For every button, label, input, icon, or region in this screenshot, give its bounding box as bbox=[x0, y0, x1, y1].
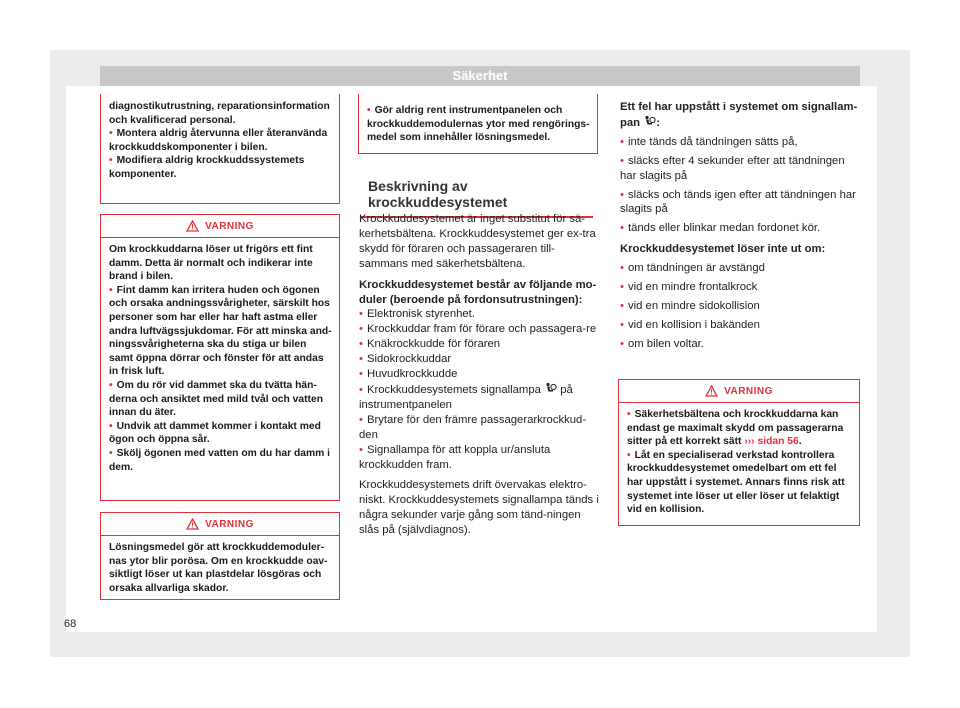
warning-bullet: • Skölj ögonen med vatten om du har damm i dem. bbox=[109, 447, 331, 473]
airbag-lamp-icon bbox=[643, 115, 656, 128]
warning-header bbox=[619, 380, 859, 403]
module-item: • Elektronisk styrenhet. bbox=[359, 308, 475, 321]
warning-bullet: • Säkerhetsbältena och krockkuddarna kan endast ge maximalt skydd om passagerarna sitter på ett korrekt sätt ››› sidan 56. bbox=[627, 409, 844, 448]
warning-bullet: • Undvik att dammet kommer i kontakt med ögon och öppna sår. bbox=[109, 420, 321, 446]
fault-item: • tänds eller blinkar medan fordonet kör. bbox=[620, 222, 821, 235]
warning-triangle-icon bbox=[186, 220, 199, 232]
module-item: • Huvudkrockkudde bbox=[359, 368, 458, 381]
description-column bbox=[359, 212, 602, 538]
module-item: • Signallampa för att koppla ur/ansluta krockkudden fram. bbox=[359, 443, 551, 471]
warning-bullet: • Om du rör vid dammet ska du tvätta hän-derna och ansiktet med mild tvål och vatten innan du äter. bbox=[109, 379, 324, 419]
module-item: • Sidokrockkuddar bbox=[359, 353, 452, 366]
warning-label: VARNING bbox=[724, 385, 773, 397]
fault-item: • släcks efter 4 sekunder efter att tändningen har slagits på bbox=[620, 154, 845, 182]
warning-header bbox=[101, 215, 339, 238]
warning-label: VARNING bbox=[205, 518, 254, 530]
warning-bullet: • Montera aldrig återvunna eller återanvända krockkuddskomponenter i bilen. bbox=[109, 128, 328, 153]
continued-warning-box bbox=[358, 94, 598, 154]
warning-box-solvent bbox=[100, 512, 340, 600]
warning-bullet: • Fint damm kan irritera huden och ögonen och orsaka andningssvårigheter, särskilt hos personer som har eller har haft astma eller andra luftvägssjukdomar. För att minska and-ningssvårigheterna ska du stiga ur bilen samt öppna dörrar och fönster för att andas in frisk luft. bbox=[109, 284, 332, 378]
module-item: • Krockkuddesystemets signallampa på instrumentpanelen bbox=[359, 383, 573, 411]
no-deploy-item: • om tändningen är avstängd bbox=[620, 262, 765, 275]
warning-bullet: • Gör aldrig rent instrumentpanelen och krockkuddemodulernas ytor med rengörings-medel som innehåller lösningsmedel. bbox=[367, 105, 590, 144]
no-deploy-item: • vid en kollision i bakänden bbox=[620, 318, 760, 331]
warning-box-dust bbox=[100, 214, 340, 501]
no-deploy-item: • om bilen voltar. bbox=[620, 337, 704, 350]
warning-triangle-icon bbox=[705, 385, 718, 397]
warning-triangle-icon bbox=[186, 518, 199, 530]
warning-bullet: • Låt en specialiserad verkstad kontrollera krockkuddesystemet omedelbart om ett fel har uppstått i systemet. Annars finns risk att systemet inte löser ut eller löser ut felaktigt vid en kollision. bbox=[627, 449, 845, 516]
intro-paragraph: Krockkuddesystemet är inget substitut för sä-kerhetsbältena. Krockkuddesystemet ger ex-tra skydd för föraren och passageraren till-sammans med säkerhetsbältena. bbox=[359, 213, 596, 270]
warning-bullet: • Modifiera aldrig krockkuddssystemets komponenter. bbox=[109, 155, 305, 180]
section-title: Beskrivning av krockkuddesystemet bbox=[360, 178, 593, 218]
warning-text: Lösningsmedel gör att krockkuddemoduler-nas ytor blir porösa. Om en krockkudde oav-siktligt löser ut kan plastdelar lösgöras och orsaka allvarliga skador. bbox=[109, 542, 328, 594]
continued-warning-box bbox=[100, 94, 340, 204]
module-item: • Krockkuddar fram för förare och passagera-re bbox=[359, 323, 597, 336]
monitoring-paragraph: Krockkuddesystemets drift övervakas elektro-niskt. Krockkuddesystemets signallampa tänds i några sekunder varje gång som tänd-ningen slås på (självdiagnos). bbox=[359, 479, 599, 537]
fault-item: • inte tänds då tändningen sätts på, bbox=[620, 135, 798, 148]
page-number: 68 bbox=[64, 618, 77, 630]
section-header: Säkerhet bbox=[100, 66, 860, 86]
page-reference-link[interactable]: ››› sidan 56 bbox=[744, 436, 799, 448]
faults-column bbox=[620, 100, 862, 352]
modules-subheading: Krockkuddesystemet består av följande mo-duler (beroende på fordonsutrustningen): bbox=[359, 278, 597, 306]
warning-box-seatbelt bbox=[618, 379, 860, 526]
no-deploy-subheading: Krockkuddesystemet löser inte ut om: bbox=[620, 243, 826, 256]
module-item: • Brytare för den främre passagerarkrockkud-den bbox=[359, 413, 587, 441]
warning-continued-text: diagnostikutrustning, reparationsinformation och kvalificerad personal. bbox=[109, 101, 330, 126]
no-deploy-item: • vid en mindre sidokollision bbox=[620, 299, 760, 312]
warning-header bbox=[101, 513, 339, 536]
fault-heading: Ett fel har uppstått i systemet om signallam-pan : bbox=[620, 101, 858, 129]
no-deploy-item: • vid en mindre frontalkrock bbox=[620, 281, 758, 294]
airbag-lamp-icon bbox=[544, 382, 557, 395]
module-item: • Knäkrockkudde för föraren bbox=[359, 338, 501, 351]
warning-label: VARNING bbox=[205, 220, 254, 232]
fault-item: • släcks och tänds igen efter att tändningen har slagits på bbox=[620, 188, 856, 216]
warning-intro: Om krockkuddarna löser ut frigörs ett fint damm. Detta är normalt och indikerar inte brand i bilen. bbox=[109, 244, 313, 283]
